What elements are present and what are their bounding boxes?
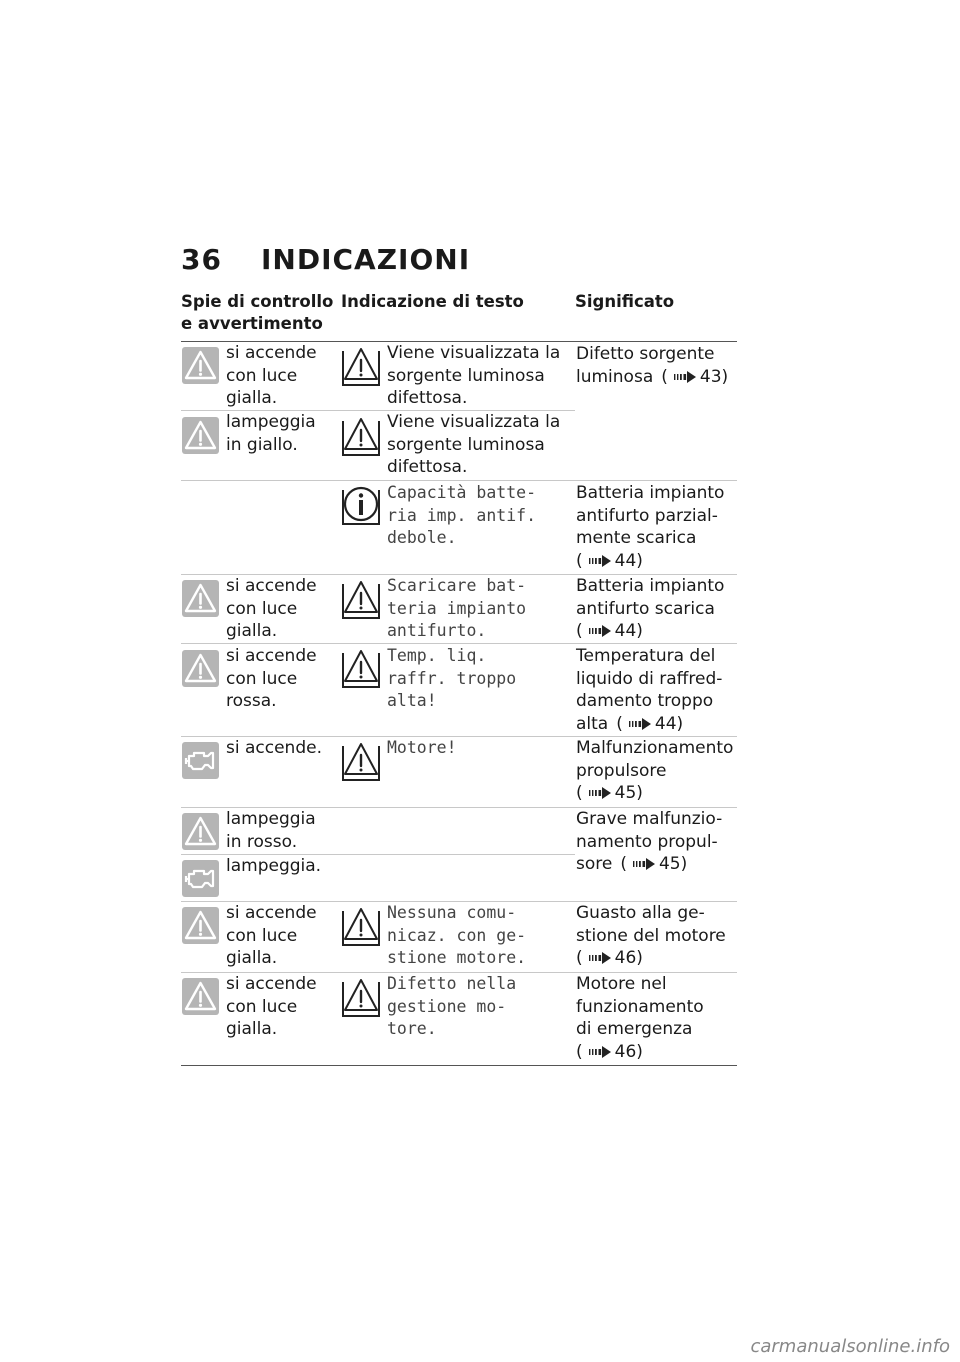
lamp-state	[226, 973, 317, 1041]
warning-triangle-icon	[341, 740, 381, 782]
warning-triangle-icon	[182, 580, 219, 617]
lamp-state	[226, 342, 317, 410]
text-indication	[387, 575, 526, 643]
lamp-state-line: con luce	[226, 996, 298, 1017]
page-ref-arrow-icon	[589, 787, 611, 799]
page-ref-arrow-icon	[629, 718, 651, 730]
lamp-state-line: gialla.	[226, 621, 278, 642]
meaning-text: alta	[576, 713, 609, 734]
page-ref[interactable]: 45)	[658, 854, 688, 875]
lamp-state-line: con luce	[226, 925, 298, 946]
meaning-line: Batteria impianto	[576, 483, 725, 503]
meaning-text: sore	[576, 854, 613, 875]
meaning	[576, 645, 722, 735]
lamp-state-line: si accende	[226, 576, 317, 596]
text-indication-line: sorgente luminosa	[387, 365, 545, 386]
warning-triangle-icon	[182, 417, 219, 454]
text-indication-line: nicaz. con ge-	[387, 925, 527, 945]
meaning-line: di emergenza	[576, 1019, 693, 1040]
meaning	[576, 575, 724, 643]
page-ref-arrow-icon	[589, 1046, 611, 1058]
page-ref-arrow-icon	[589, 952, 611, 964]
column-header-text: Indicazione di testo	[341, 292, 524, 311]
meaning-line: stione del motore	[576, 925, 726, 946]
text-indication-line: difettosa.	[387, 388, 468, 409]
page-ref-arrow-icon	[674, 371, 696, 383]
lamp-state	[226, 808, 316, 853]
column-header-lamps-line: e avvertimento	[181, 314, 323, 333]
column-header-meaning: Significato	[575, 292, 675, 311]
meaning-line: ( 46)	[576, 1041, 643, 1062]
meaning-line: liquido di raffred-	[576, 668, 723, 689]
text-indication-line: Nessuna comu-	[387, 903, 517, 922]
meaning-line: Guasto alla ge-	[576, 903, 705, 923]
text-indication	[387, 902, 526, 970]
watermark: carmanualsonline.info	[750, 1336, 950, 1357]
meaning-line: Malfunzionamento	[576, 738, 734, 758]
meaning	[576, 482, 724, 572]
lamp-state-line: si accende	[226, 903, 317, 923]
engine-icon	[182, 742, 219, 779]
text-indication-line: Scaricare bat-	[387, 576, 527, 595]
text-indication	[387, 411, 560, 479]
lamp-state-line: si accende	[226, 646, 317, 666]
text-indication-line: Viene visualizzata la	[387, 412, 561, 432]
page-ref-arrow-icon	[589, 625, 611, 637]
meaning-line: funzionamento	[576, 996, 704, 1017]
meaning-line: Batteria impianto	[576, 576, 725, 596]
page-ref[interactable]: 44)	[614, 621, 643, 642]
lamp-state	[226, 902, 317, 970]
text-indication	[387, 482, 536, 550]
text-indication-line: Viene visualizzata la	[387, 343, 561, 363]
column-header-lamps-line: Spie di controllo	[181, 292, 334, 311]
text-indication-line: gestione mo-	[387, 996, 507, 1016]
lamp-state	[226, 411, 316, 456]
lamp-state-line: con luce	[226, 365, 298, 386]
meaning-line: damento troppo	[576, 691, 714, 712]
lamp-state-line: gialla.	[226, 1019, 278, 1040]
lamp-state-line: in rosso.	[226, 831, 298, 852]
meaning-line: Difetto sorgente	[576, 344, 715, 364]
warning-triangle-icon	[341, 345, 381, 387]
lamp-state	[226, 855, 321, 878]
text-indication-line: difettosa.	[387, 457, 468, 478]
page-header	[181, 243, 470, 276]
warning-triangle-icon	[182, 347, 219, 384]
page-number: 36	[181, 243, 222, 276]
lamp-state-line: lampeggia	[226, 809, 316, 829]
page-ref-arrow-icon	[633, 858, 655, 870]
meaning-line: antifurto scarica	[576, 598, 715, 619]
meaning-line: ( 44)	[576, 550, 643, 571]
text-indication-line: Motore!	[387, 738, 457, 757]
lamp-state-line: si accende	[226, 974, 317, 994]
lamp-state-line: in giallo.	[226, 434, 298, 455]
meaning	[576, 973, 704, 1063]
text-indication-line: debole.	[387, 528, 457, 548]
meaning-line: ( 45)	[576, 783, 643, 804]
meaning-line: Temperatura del	[576, 646, 716, 666]
meaning-line: Grave malfunzio-	[576, 809, 723, 829]
meaning-line: namento propul-	[576, 831, 718, 852]
text-indication-line: antifurto.	[387, 621, 487, 641]
page-ref-arrow-icon	[589, 555, 611, 567]
page-ref[interactable]: 46)	[614, 1041, 643, 1062]
page-ref[interactable]: 44)	[614, 550, 643, 571]
warning-triangle-icon	[182, 907, 219, 944]
meaning	[576, 808, 722, 876]
warning-triangle-icon	[341, 578, 381, 620]
text-indication-line: tore.	[387, 1019, 437, 1039]
text-indication-line: Capacità batte-	[387, 483, 537, 502]
text-indication	[387, 973, 516, 1041]
lamp-state-line: lampeggia	[226, 412, 316, 432]
meaning-line: antifurto parzial-	[576, 505, 718, 526]
text-indication-line: sorgente luminosa	[387, 434, 545, 455]
text-indication-line: ria imp. antif.	[387, 505, 537, 525]
meaning-line: Motore nel	[576, 974, 667, 994]
lamp-state-line: si accende	[226, 343, 317, 363]
lamp-state	[226, 737, 322, 760]
warning-triangle-icon	[341, 647, 381, 689]
page-title: INDICAZIONI	[261, 243, 471, 276]
meaning-line: ( 44)	[576, 621, 643, 642]
page-ref[interactable]: 44)	[654, 713, 684, 734]
column-header-lamps	[181, 291, 333, 335]
meaning	[576, 902, 726, 970]
meaning	[576, 737, 733, 805]
page-ref[interactable]: 43)	[699, 366, 729, 387]
warning-triangle-icon	[182, 650, 219, 687]
text-indication-line: alta!	[387, 691, 437, 711]
lamp-state-line: con luce	[226, 668, 298, 689]
lamp-state-line: si accende.	[226, 738, 322, 758]
page-ref[interactable]: 45)	[614, 783, 643, 804]
meaning-line: propulsore	[576, 760, 667, 781]
info-icon	[341, 484, 381, 526]
warning-triangle-icon	[341, 905, 381, 947]
table-bottom-rule	[181, 1065, 737, 1066]
text-indication	[387, 645, 516, 713]
meaning-text: luminosa	[576, 366, 654, 387]
meaning-line: sore ( 45)	[576, 854, 688, 875]
warning-triangle-icon	[182, 813, 219, 850]
text-indication-line: Temp. liq.	[387, 646, 487, 665]
lamp-state-line: con luce	[226, 598, 298, 619]
text-indication	[387, 342, 560, 410]
page-ref[interactable]: 46)	[614, 948, 643, 969]
meaning-line: luminosa ( 43)	[576, 366, 729, 387]
meaning-line: ( 46)	[576, 948, 643, 969]
text-indication-line: stione motore.	[387, 948, 527, 968]
warning-triangle-icon	[341, 415, 381, 457]
lamp-state	[226, 575, 317, 643]
text-indication-line: raffr. troppo	[387, 668, 517, 688]
warning-triangle-icon	[341, 976, 381, 1018]
text-indication	[387, 737, 457, 760]
row-divider	[181, 643, 737, 644]
text-indication-line: teria impianto	[387, 598, 527, 618]
meaning	[576, 343, 728, 388]
engine-icon	[182, 860, 219, 897]
text-indication-line: Difetto nella	[387, 974, 517, 993]
lamp-state-line: gialla.	[226, 388, 278, 409]
meaning-line: alta ( 44)	[576, 713, 684, 734]
meaning-line: mente scarica	[576, 528, 697, 549]
lamp-state-line: lampeggia.	[226, 856, 322, 876]
row-divider	[181, 480, 737, 481]
warning-triangle-icon	[182, 978, 219, 1015]
lamp-state-line: rossa.	[226, 691, 277, 712]
lamp-state	[226, 645, 317, 713]
lamp-state-line: gialla.	[226, 948, 278, 969]
